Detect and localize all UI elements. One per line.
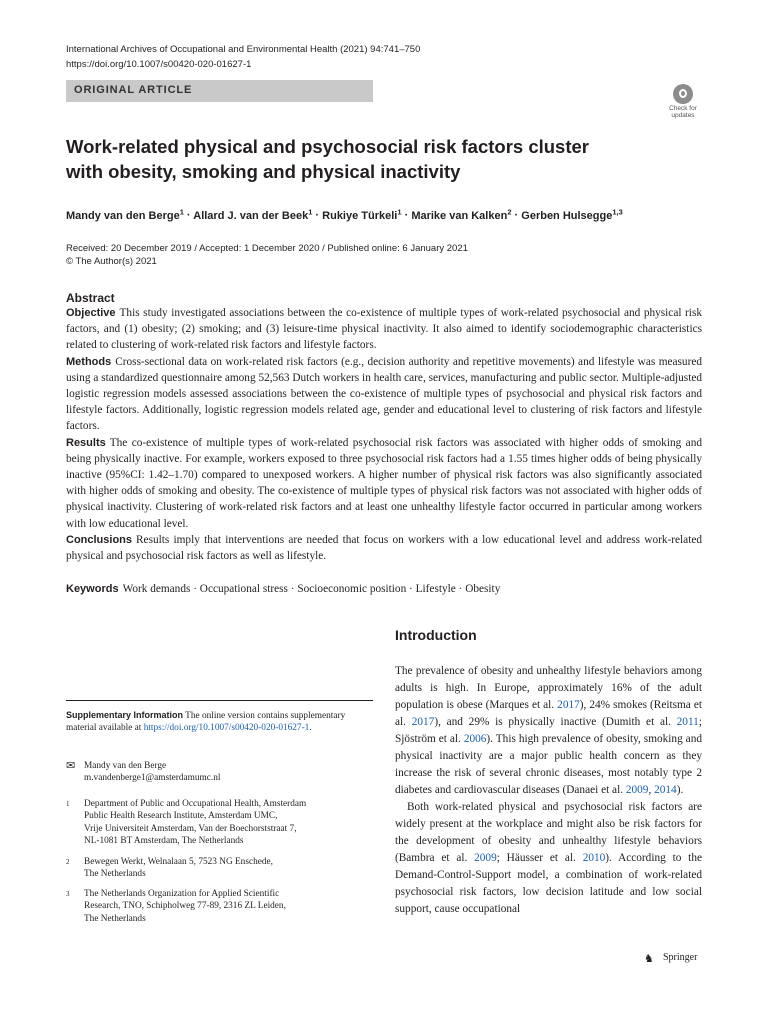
article-type-banner bbox=[66, 80, 373, 102]
author-separator: · bbox=[312, 209, 323, 222]
author-affiliation-marker: 1,3 bbox=[612, 207, 623, 216]
check-updates-label: Check for updates bbox=[669, 105, 697, 119]
results-label: Results bbox=[66, 436, 106, 449]
author-separator: · bbox=[401, 209, 412, 222]
history-dates: Received: 20 December 2019 / Accepted: 1 December 2020 / Published online: 6 January 2021 bbox=[66, 243, 468, 254]
title-line-1: Work-related physical and psychosocial risk factors cluster bbox=[66, 136, 589, 157]
author-affiliation-marker: 1 bbox=[308, 207, 313, 216]
citation-link[interactable]: 2006 bbox=[463, 733, 487, 745]
citation-link[interactable]: 2014 bbox=[654, 784, 677, 796]
check-updates-icon bbox=[673, 84, 693, 104]
supplementary-text: The online version contains supplementary material available at bbox=[66, 711, 346, 733]
copyright-line: © The Author(s) 2021 bbox=[66, 256, 157, 267]
journal-header bbox=[66, 42, 420, 72]
citation-link[interactable]: 2011 bbox=[676, 716, 699, 728]
check-for-updates-badge[interactable] bbox=[663, 84, 703, 126]
title-line-2: with obesity, smoking and physical inactivity bbox=[66, 161, 461, 182]
author-name[interactable]: Allard J. van der Beek$^1$ bbox=[193, 207, 313, 222]
paragraph-text: ), and 29% is physically inactive (Dumith et al. bbox=[434, 716, 677, 728]
keywords-label: Keywords bbox=[66, 583, 119, 595]
envelope-icon: ✉ bbox=[66, 760, 76, 772]
introduction-paragraph-1 bbox=[395, 663, 702, 799]
paragraph-text: ). bbox=[676, 784, 684, 796]
publication-dates bbox=[66, 242, 468, 268]
conclusions-label: Conclusions bbox=[66, 533, 133, 546]
abstract-heading: Abstract bbox=[66, 291, 115, 305]
author-name[interactable]: Mandy van den Berge$^1$ bbox=[66, 207, 184, 222]
author-affiliation-marker: 2 bbox=[507, 207, 512, 216]
supplementary-info: Supplementary Information The online version contains supplementary material available at https://doi.org/10.1007/s00420-020-01627-1. bbox=[66, 710, 346, 733]
abstract-methods bbox=[66, 354, 702, 435]
journal-citation: International Archives of Occupational and Environmental Health (2021) 94:741–750 bbox=[66, 44, 421, 55]
paragraph-text: ). This high prevalence of obesity, smoking and physical inactivity are a major public health concern as they increase the risk of several chronic diseases, most notably type 2 diabetes and cardiovascular diseases (Danaei et al. bbox=[395, 733, 702, 796]
article-title bbox=[66, 134, 706, 184]
author-name[interactable]: Gerben Hulsegge$^{1,3}$ bbox=[521, 207, 623, 222]
results-text: The co-existence of multiple types of work-related psychosocial risk factors was associated with higher odds of smoking and being physically inactive. For example, workers exposed to three psychosocial risk factors had a 1.55 times higher odds of being physically inactive (95%CI: 1.42–1.70) compared to unexposed workers. A higher number of physical risk factors was also significantly associated with higher odds of smoking and obesity. The co-existence of multiple types of physical risk factors was not associated with higher odds of physical inactivity. Clustering of work-related risk factors and at least one unhealthy lifestyle factor occurred in particular among workers with low educational level. bbox=[66, 436, 702, 530]
abstract-body bbox=[66, 305, 702, 564]
paragraph-text: The prevalence of obesity and unhealthy lifestyle behaviors among adults is high. In Europe, approximately 16% of the adult population is obese (Marques et al. bbox=[395, 665, 702, 711]
footnote-divider bbox=[66, 700, 373, 701]
contact-name: Mandy van den Berge bbox=[84, 761, 167, 771]
author-affiliation-marker: 1 bbox=[397, 207, 402, 216]
supplementary-label: Supplementary Information bbox=[66, 710, 184, 720]
publisher-logo bbox=[644, 952, 706, 966]
paragraph-text: ; Sjöström et al. bbox=[395, 716, 702, 745]
paragraph-text: Both work-related physical and psychosocial risk factors are widely present at the workplace and might also be risk factors for the development of obesity and unhealthy lifestyle behaviors (Bambra et al. bbox=[395, 801, 702, 864]
citation-link[interactable]: 2009 bbox=[625, 784, 649, 796]
supplementary-link[interactable]: https://doi.org/10.1007/s00420-020-01627-1 bbox=[143, 723, 310, 733]
methods-label: Methods bbox=[66, 355, 112, 368]
contact-email[interactable]: m.vandenberge1@amsterdamumc.nl bbox=[84, 773, 221, 783]
springer-horse-icon: ♞ bbox=[644, 953, 654, 965]
citation-link[interactable]: 2009 bbox=[474, 852, 497, 864]
author-name[interactable]: Marike van Kalken$^2$ bbox=[411, 207, 512, 222]
objective-label: Objective bbox=[66, 307, 116, 319]
abstract-results bbox=[66, 435, 702, 532]
author-list bbox=[66, 205, 716, 223]
author-separator: · bbox=[183, 209, 194, 222]
citation-link[interactable]: 2017 bbox=[557, 699, 580, 711]
introduction-body bbox=[395, 663, 702, 918]
conclusions-text: Results imply that interventions are needed that focus on workers with a low educational level and address work-related physical and psychosocial risk factors as well as lifestyle. bbox=[66, 533, 702, 563]
publisher-name: Springer bbox=[663, 952, 698, 963]
objective-text: This study investigated associations between the co-existence of multiple types of work-related psychosocial and physical risk factors, and (1) obesity; (2) smoking; and (3) leisure-time physical inactivity. It also aimed to identify sociodemographic characteristics related to clustering of work-related risk factors and lifestyle factors. bbox=[66, 307, 702, 352]
citation-link[interactable]: 2010 bbox=[582, 852, 606, 864]
paragraph-text: ; Häusser et al. bbox=[496, 852, 583, 864]
methods-text: Cross-sectional data on work-related risk factors (e.g., decision authority and repetitive movements) and lifestyle was measured using a standardized questionnaire among 52,563 Dutch workers in health care, services, manufacturing and public sector. Multiple-adjusted logistic regression models assessed associations between the co-existence of multiple types of psychosocial and physical risk factors and lifestyle factors. Additionally, logistic regression models related age, gender and educational level to clustering of risk factors and lifestyle factors. bbox=[66, 355, 702, 433]
author-separator: · bbox=[511, 209, 522, 222]
paragraph-text: , bbox=[648, 784, 655, 796]
keywords bbox=[66, 581, 702, 597]
abstract-conclusions bbox=[66, 532, 702, 564]
introduction-heading: Introduction bbox=[395, 627, 477, 643]
paragraph-text: ), 24% smokes (Reitsma et al. bbox=[395, 699, 702, 728]
doi-link[interactable]: https://doi.org/10.1007/s00420-020-01627-1 bbox=[66, 59, 252, 70]
citation-link[interactable]: 2017 bbox=[411, 716, 435, 728]
introduction-paragraph-2 bbox=[395, 799, 702, 918]
article-type-label: ORIGINAL ARTICLE bbox=[74, 84, 193, 96]
abstract-objective bbox=[66, 305, 702, 354]
author-affiliation-marker: 1 bbox=[179, 207, 184, 216]
paragraph-text: ). According to the Demand-Control-Support model, a combination of work-related psychosocial risk factors, low decision latitude and low social support, cause occupational bbox=[395, 852, 702, 915]
keywords-list: Work demands · Occupational stress · Socioeconomic position · Lifestyle · Obesity bbox=[122, 583, 501, 595]
author-name[interactable]: Rukiye Türkeli$^1$ bbox=[322, 207, 402, 222]
